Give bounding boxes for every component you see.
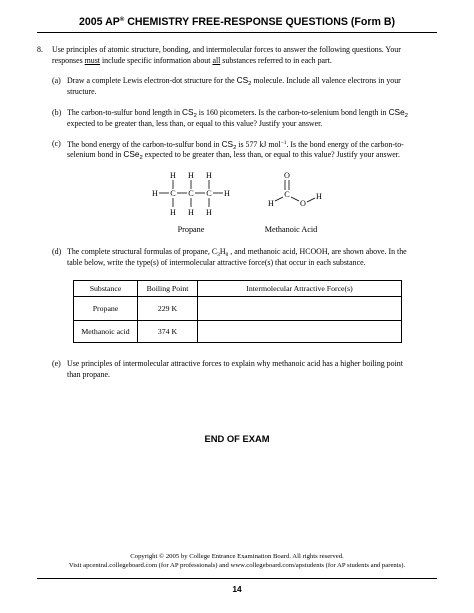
part-d-line-2: table below, write the type(s) of intermolecular attractive force(s) that occur in each substance. (67, 258, 366, 267)
atom-o: O (300, 199, 306, 208)
page-title: 2005 AP® CHEMISTRY FREE-RESPONSE QUESTIONS (Form B) (78, 16, 396, 28)
part-d-label: (d) (52, 247, 62, 256)
part-e-line-1: Use principles of intermolecular attractive forces to explain why methanoic acid has a higher boiling point (67, 359, 403, 368)
atom-h: H (224, 189, 230, 198)
part-d-line-1: The complete structural formulas of propane, $C_3H_8$ , and methanoic acid, HCOOH, are shown above. In the (67, 247, 407, 258)
part-b-line-1: The carbon-to-sulfur bond length in $CS_2$ is 160 picometers. Is the carbon-to-selenium bond length in CSe$_2$ (67, 107, 408, 119)
table-row (74, 321, 402, 343)
atom-h: H (170, 208, 176, 217)
part-a-line-2: structure. (67, 87, 97, 96)
atom-h: H (268, 199, 274, 208)
atom-h: H (188, 208, 194, 217)
atom-c: C (188, 189, 194, 198)
header-forces: Intermolecular Attractive Force(s) (198, 281, 402, 297)
forces-answer-cell[interactable] (198, 297, 402, 321)
question-number: 8. (37, 45, 43, 54)
atom-h: H (316, 192, 322, 201)
part-b-label: (b) (52, 108, 62, 117)
question-intro-line-2: responses must include specific information about all substances referred to in each part. (52, 56, 332, 65)
boiling-point-cell: 374 K (138, 321, 198, 343)
atom-o: O (284, 171, 290, 180)
part-a-label: (a) (52, 76, 61, 85)
header-substance: Substance (74, 281, 138, 297)
question-intro-line-1: Use principles of atomic structure, bonding, and intermolecular forces to answer the following questions. Your (52, 45, 401, 54)
atom-c: C (284, 190, 290, 199)
part-c-line-1: The bond energy of the carbon-to-sulfur bond in $CS_2$ is 577 kJ mol$^{-1}$. Is the bond energy of the carbon-to- (67, 139, 404, 151)
atom-c: C (206, 189, 212, 198)
end-of-exam: END OF EXAM (204, 433, 270, 444)
propane-label: Propane (177, 225, 205, 234)
structural-formulas (145, 170, 355, 240)
atom-h: H (152, 189, 158, 198)
page-number: 14 (232, 584, 242, 594)
atom-h: H (206, 208, 212, 217)
footer-rule (37, 578, 437, 579)
atom-h: H (170, 171, 176, 180)
atom-h: H (206, 171, 212, 180)
substance-cell: Propane (74, 297, 138, 321)
boiling-point-table (73, 280, 402, 343)
part-e-label: (e) (52, 359, 61, 368)
copyright-line: Copyright © 2005 by College Entrance Examination Board. All rights reserved. (130, 553, 344, 560)
part-c-line-2: selenium bond in CSe$_2$ expected to be greater than, less than, or equal to this value? Justify your answer. (67, 149, 400, 161)
atom-h: H (188, 171, 194, 180)
table-header-row (74, 281, 402, 297)
methanoic-acid-structure (265, 171, 322, 234)
methanoic-acid-label: Methanoic Acid (264, 225, 318, 234)
part-b-line-2: expected to be greater than, less than, or equal to this value? Justify your answer. (67, 119, 323, 128)
table-row (74, 297, 402, 321)
forces-answer-cell[interactable] (198, 321, 402, 343)
propane-structure (152, 171, 230, 234)
header-boiling-point: Boiling Point (138, 281, 198, 297)
visit-line: Visit apcentral.collegeboard.com (for AP professionals) and www.collegeboard.com/apstudents (for AP students and parents). (68, 562, 406, 569)
boiling-point-cell: 229 K (138, 297, 198, 321)
part-c-label: (c) (52, 139, 61, 148)
substance-cell: Methanoic acid (74, 321, 138, 343)
part-e-line-2: than propane. (67, 370, 110, 379)
part-a-line-1: Draw a complete Lewis electron-dot structure for the $CS_2$ molecule. Include all valence electrons in your (67, 75, 401, 87)
atom-c: C (170, 189, 176, 198)
title-rule (37, 32, 437, 33)
